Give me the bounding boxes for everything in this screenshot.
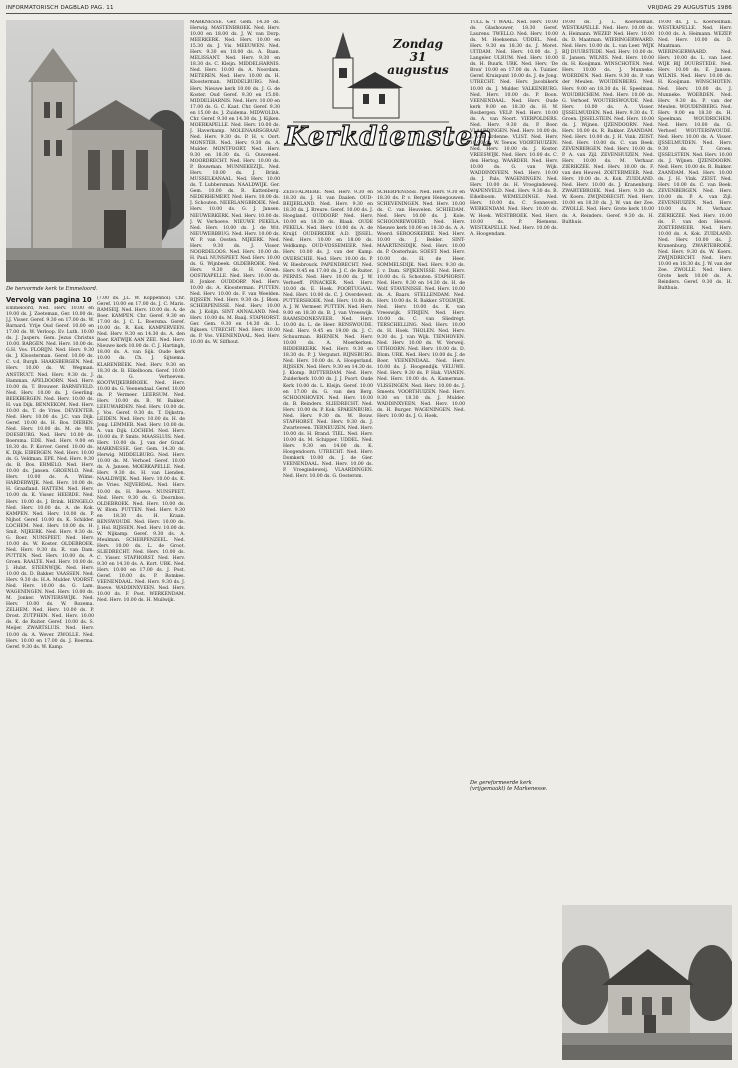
title-block (283, 28, 493, 188)
column-5: SCHERPENISSE. Ned. Herv. 9.30 en 18.30 ds. P. v. Bergen Henegouwen. SCHEVENINGEN. Ned. Herv. 10.00 ds. C. van Heuvelen. SCHIEDAM. Ned. Herv. 10.00 ds. J. Kole. SCHOONREWOERD. Ned. Herv. Nieuwe kerk 10.00 en 18.30 ds. A. A. Woerd. SEROOSKERKE. Ned. Herv. 10.00 ds. J. Belder. SINT-MAARTENSDIJK. Ned. Herv. 10.00 ds. P. Oosterhuis. SOEST. Ned. Herv. 10.00 ds. H. de Heer. SOMMELSDIJK. Ned. Herv. 9.30 ds. J. v. Dam. SPIJKENISSE. Ned. Herv. 10.00 ds. G. Schouten. STAPHORST. Ned. Herv. 9.30 en 14.30 ds. H. de Wolf. STAVENISSE. Ned. Herv. 10.00 ds. A. Baars. STELLENDAM. Ned. Herv. 10.00 ds. R. Bakker. STOLWIJK. Ned. Herv. 10.00 ds. K. van Vreeswijk. STRIJEN. Ned. Herv. 10.00 ds. C. van Sliedregt. TERSCHELLING. Ned. Herv. 10.00 ds. H. Hoek. THOLEN. Ned. Herv. 9.30 ds. J. van Wijk. TIENHOVEN. Ned. Herv. 10.00 ds. W. Verweij. UITHOORN. Ned. Herv. 10.00 ds. D. Blom. URK. Ned. Herv. 10.00 ds. J. de Boer. VEENENDAAL. Ned. Herv. 10.00 ds. J. Hoogendijk. VELUWE. Ned. Herv. 9.30 ds. P. Hak. VIANEN. Ned. Herv. 10.00 ds. A. Kamerman. VLISSINGEN. Ned. Herv. 10.00 ds. J. Smeets. VOORTHUIZEN. Ned. Herv. 9.30 en 18.30 ds. J. Mulder. WADDINXVEEN. Ned. Herv. 10.00 ds. H. Burger. WAGENINGEN. Ned. Herv. 10.00 ds. J. G. Hoek. (377, 190, 465, 419)
column-1: Emmeloord, Ned. Herv. 10.00 en 19.00 ds. J. Zoeteman, Ger. 10.00 ds. J.J. Visser. Geref. 9.30 en 17.00 ds. W. Barnard. Vrije Oud Geref. 10.00 en 17.00 ds. W. Verloop. Ev. Luth. 10.00 ds. J. Jaspers. Gem. Jezus Christus 10.00. BARGEN. Ned. Herv. 10.00 ds. G.H. Vos. FLORIJN. Ned. Herv. 9.30 ds. J. Kloosterman. Geref. 10.00 ds. C. v.d. Burgh. HAAKSBERGEN. Ned. Herv. 10.00 ds. W. Wegman. ANSTRUCT. Ned. Herv. 9.30 ds. J. Hamman. APELDOORN. Ned. Herv. 10.00 ds. T. Brouwer. BARNEVELD. Ned. Herv. 10.00 ds. J. Geerling. BEEKBERGEN. Ned. Herv. 10.00 ds. H. van Dijk. BENNEKOM. Ned. Herv. 10.00 ds. T. de Vries. DEVENTER. Ned. Herv. 10.00 ds. J.C. van Dijk. Geref. 10.00 ds. H. Bos. DIEREN. Ned. Herv. 10.00 ds. M. de Wit. DOESBURG. Ned. Herv. 10.00 ds. Boersma. EDE. Ned. Herv. 9.00 en 18.30 ds. P. Korver. Geref. 10.00 ds. K. Dijk. EIBERGEN. Ned. Herv. 10.00 ds. G. Veldman. EPE. Ned. Herv. 9.30 ds. B. Bos. ERMELO. Ned. Herv. 10.00 ds. Jansen. GROENLO. Ned. Herv. 10.00 ds. A. Wilms. HARDERWIJK. Ned. Herv. 10.00 ds. H. Graafland. HATTEM. Ned. Herv. 10.00 ds. K. Visser. HEERDE. Ned. Herv. 10.00 ds. J. Brink. HENGELO. Ned. Herv. 10.00 ds. A. de Kok. KAMPEN. Ned. Herv. 10.00 ds. P. Nijhof. Geref. 10.00 ds. K. Schilder. LOCHEM. Ned. Herv. 10.00 ds. H. Smit. NIJKERK. Ned. Herv. 9.30 ds. G. Boer. NUNSPEET. Ned. Herv. 10.00 ds. W. Koster. OLDEBROEK. Ned. Herv. 9.30 ds. R. van Dam. PUTTEN. Ned. Herv. 10.00 ds. A. Groen. RAALTE. Ned. Herv. 10.00 ds. J. Hulst. STEENWIJK. Ned. Herv. 10.00 ds. D. Bakker. VAASSEN. Ned. Herv. 9.30 ds. H.A. Mulder. VOORST. Ned. Herv. 10.00 ds. G. Lam. WAGENINGEN. Ned. Herv. 10.00 ds. M. Jonker. WINTERSWIJK. Ned. Herv. 10.00 ds. W. Rozema. ZELHEM. Ned. Herv. 10.00 ds. P. Drost. ZUTPHEN. Ned. Herv. 10.00 ds. K. de Ruiter. Geref. 10.00 ds. S. Meijer. ZWARTSLUIS. Ned. Herv. 10.00 ds. A. Wever. ZWOLLE. Ned. Herv. 10.00 en 17.00 ds. J. Boerma. Geref. 9.30 ds. W. Kamp. (6, 306, 94, 650)
photo1-caption: De hervormde kerk te Emmeloord. (6, 286, 98, 292)
title-zondag: Zondag (392, 37, 444, 51)
title-date: 31 augustus (387, 50, 449, 77)
column-6: TULL & 'T WAAL. Ned. Herv. 10.00 ds. Glashouwer, 18.30 Geref. Laurens. TWELLO. Ned. Herv. 10.00 ds. M. Hoeksema. UDDEL. Ned. Herv. 9.30 en 18.30 ds. J. Moret. UITDAM. Ned. Herv. 10.00 ds. J. Langeler. ULRUM. Ned. Herv. 10.00 ds. H. Buurk. URK. Ned. Herv. 'De Bron' 10.00 en 17.00 ds. A. Tuinier. Geref. Kruispunt 10.00 ds. J. de Jong. UTRECHT. Ned. Herv. Jacobikerk 10.00 ds. J. Mulder. VALKENBURG. Ned. Herv. 10.00 ds. P. Boon. VEENENDAAL. Ned. Herv. Oude kerk 9.00 en 18.30 ds. H. W. Rosbergen. VELP. Ned. Herv. 10.00 ds. A. van Noort. VIERPOLDERS. Ned. Herv. 9.30 ds. P. Boer. VLAARDINGEN. Ned. Herv. 10.00 ds. J. van Ardenne. VLIST. Ned. Herv. 10.00 ds. W. Teeuw. VOORTHUIZEN. Ned. Herv. 10.00 ds. J. Koster. VREESWIJK. Ned. Herv. 10.00 ds. C. den Hertog. WAARDER. Ned. Herv. 10.00 ds. G. van Wijk. WADDINXVEEN. Ned. Herv. 10.00 ds. J. Pals. WAGENINGEN. Ned. Herv. 10.00 ds. H. Vroegindeweij. WAPENVELD. Ned. Herv. 9.30 ds. B. Eikelboom. WEMELDINGE. Ned. Herv. 10.00 ds. C. Sonnevelt. WERKENDAM. Ned. Herv. 10.00 ds. W. Hoek. WESTBROEK. Ned. Herv. 10.00 ds. P. Riemens. WESTKAPELLE. Ned. Herv. 10.00 ds. A. Hoogendam. (470, 20, 558, 237)
masthead (6, 3, 732, 14)
column-4: ZEIST-ALMERE. Ned. Herv. 9.30 en 18.30 ds. J. H. van Daalen. OUD-BEIJERLAND. Ned. Herv. 9.30 en 18.30 ds. J. Breure. Geref. 10.00 ds. J. Hoogland. OUDDORP. Ned. Herv. 10.00 en 18.30 ds. Blaak. OUDE PEKELA. Ned. Herv. 10.00 ds. A. de Kruijf. OUDERKERK A.D. IJSSEL. Ned. Herv. 10.00 en 18.00 ds. Veldkamp. OUD-VOSSEMEER. Ned. Herv. 10.00 ds. J. van der Kamp. OVERSCHIE. Ned. Herv. 10.00 ds. P. W. Biesbrouck. PAPENDRECHT. Ned. Herv. 9.45 en 17.00 ds. J. C. de Ruiter. PERNIS. Ned. Herv. 10.00 ds. J. W. Verhoeff. PINACKER. Ned. Herv. 10.00 ds. E. Hoek. POORTUGAAL. Ned. Herv. 10.00 ds. C. J. Overdevest. PUTTERSHOEK. Ned. Herv. 10.00 ds. A. J. W. Vermeer. PUTTEN. Ned. Herv. 9.00 en 18.30 ds. B. J. van Vreeswijk. RAAMSDONKSVEER. Ned. Herv. 10.00 ds. L. de Heer. RENSWOUDE. Ned. Herv. 9.45 en 19.00 ds. J. C. Schuurman. RHENEN. Ned. Herv. 10.00 ds. A. Moerkerken. RIDDERKERK. Ned. Herv. 9.30 en 18.30 ds. P. J. Vergunst. RIJNSBURG. Ned. Herv. 10.00 ds. A. Hoogerland. RIJSSEN. Ned. Herv. 9.30 en 14.30 ds. J. Klomp. ROTTERDAM. Ned. Herv. Zuiderkerk 10.00 ds. J. J. Poort. Oude Kerk 10.00 ds. L. Kleijn. Geref. 10.00 en 17.00 ds. G. van den Berg. SCHOONHOVEN. Ned. Herv. 10.00 ds. B. Reinders. SLIEDRECHT. Ned. Herv. 10.00 ds. P. Kok. SPAKENBURG. Ned. Herv. 9.30 ds. W. Bouw. STAPHORST. Ned. Herv. 9.30 ds. J. Zwarteveen. TERNEUZEN. Ned. Herv. 10.00 ds. H. Brand. TIEL. Ned. Herv. 10.00 ds. M. Schipper. UDDEL. Ned. Herv. 9.30 en 14.00 ds. K. Hoogendoorn. UTRECHT. Ned. Herv. Domkerk 10.00 ds. J. de Gier. VEENENDAAL. Ned. Herv. 10.00 ds. P. Vroegindeweij. VLAARDINGEN. Ned. Herv. 10.00 ds. G. Oosterom. (283, 190, 373, 480)
masthead-left: INFORMATORISCH DAGBLAD PAG. 11 (6, 5, 114, 11)
church-photo-emmeloord (6, 20, 184, 282)
photo2-caption: De gereformeerde kerk (vrijgemaakt) te Markenesse. (470, 780, 548, 792)
continued-heading: Vervolg van pagina 10 (6, 296, 92, 304)
column-7: 19.00 ds. J. L. Koerselman. WESTKAPELLE. Ned. Herv. 10.00 ds. A. Heimann. WEZEP. Ned. Herv. 10.00 ds. D. Maatman. WIERINGERWAARD. Ned. Herv. 10.00 ds. L. van Leer. WIJK BIJ DUURSTEDE. Ned. Herv. 10.00 ds. E. Jansen. WILNIS. Ned. Herv. 10.00 ds. H. Kooijman. WINSCHOTEN. Ned. Herv. 10.00 ds. J. Munneke. WOERDEN. Ned. Herv. 9.30 ds. P. van der Meulen. WOUDENBERG. Ned. Herv. 9.00 en 18.30 ds. H. Speelman. WOUDRICHEM. Ned. Herv. 10.00 ds. G. Verhoef. WOUTERSWOUDE. Ned. Herv. 10.00 ds. A. Visser. IJSSELMUIDEN. Ned. Herv. 9.30 ds. T. Groen. IJSSELSTEIN. Ned. Herv. 10.00 ds. J. Wijnen. IJZENDOORN. Ned. Herv. 10.00 ds. R. Bakker. ZAANDAM. Ned. Herv. 10.00 ds. J. H. Vink. ZEIST. Ned. Herv. 10.00 ds. C. van Beek. ZEVENBERGEN. Ned. Herv. 10.00 ds. P. A. van Zijl. ZEVENHUIZEN. Ned. Herv. 10.00 ds. M. Verhaar. ZIERIKZEE. Ned. Herv. 10.00 ds. F. van den Heuvel. ZOETERMEER. Ned. Herv. 10.00 ds. A. Kok. ZUIDLAND. Ned. Herv. 10.00 ds. J. Kranenburg. ZWARTEBROEK. Ned. Herv. 9.30 ds. W. Koers. ZWIJNDRECHT. Ned. Herv. 10.00 en 18.30 ds. J. W. van der Zee. ZWOLLE. Ned. Herv. Grote kerk 10.00 ds. A. Reinders. Geref. 9.30 ds. H. Bulthuis. (562, 20, 654, 225)
column-3: MARKNESSE. Ger. Gem. 14.30 ds. Herwig. MASTENBROEK. Ned. Herv. 10.00 en 18.00 ds. J. W. van Dorp. MEERKERK. Ned. Herv. 10.00 en 15.30 ds. J. Vis. MEEUWEN. Ned. Herv. 9.30 en 18.00 ds. A. Baan. MELISSANT. Ned. Herv. 9.30 en 18.30 ds. C. Kleijn. MIDDELHARNIS. Ned. Herv. 10.00 ds. A. Noordam. METEREN. Ned. Herv. 10.00 ds. H. Kloosterman. MIDDELBURG. Ned. Herv. Nieuwe kerk 10.00 ds. J. G. de Koster. Oud Geref. 9.30 en 15.00. MIDDELHARNIS. Ned. Herv. 10.00 en 17.00 ds. G. C. Kaat. Chr. Geref. 9.30 en 15.00 ds. J. Zuidema. MIDWOLDA. Chr. Geref. 9.30 en 14.30 ds. J. Kijken. MOERKAPELLE. Ned. Herv. 10.00 ds. J. Haverkamp. MOLENAARSGRAAF. Ned. Herv. 9.30 ds. P. H. v. Oort. MONSTER. Ned. Herv. 9.30 ds. A. Mulder. MONTFOORT. Ned. Herv. 9.30 en 18.30 ds. G. Ouweneel. MOORDRECHT. Ned. Herv. 10.00 ds. P. Bouwman. MUNNEKEZIJL. Ned. Herv. 10.00 ds. J. Brink. MUSSELKANAAL. Ned. Herv. 10.00 ds. T. Lubbersman. NAALDWIJK. Ger. Gem. 10.00 ds. R. Kattenberg. NEDERHEMERT. Ned. Herv. 10.00 ds. J. Schouten. NEERLANGBROEK. Ned. Herv. 10.00 ds. G. J. Jansen. NIEUWERKERK. Ned. Herv. 10.00 ds. J. W. Verhoeve. NIEUWE PEKELA. Ned. Herv. 10.00 ds. J. de Wit. NIEUWERBRUG. Ned. Herv. 10.00 ds. W. P. van Oosten. NIJKERK. Ned. Herv. 9.30 ds. J. Visser. NOORDELOOS. Ned. Herv. 10.00 ds. H. Paul. NUNSPEET. Ned. Herv. 10.00 ds. G. Wijnbeek. OLDEBROEK. Ned. Herv. 9.30 ds. H. Groen. OOSTKAPELLE. Ned. Herv. 10.00 ds. B. Jonker. OUDDORP. Ned. Herv. 10.00 ds. A. Kloosterman. PUTTEN. Ned. Herv. 10.00 ds. F. van Weelden. RIJSSEN. Ned. Herv. 9.30 ds. J. Blom. SCHERPENISSE. Ned. Herv. 10.00 ds. J. Kolijn. SINT ANNALAND. Ned. Herv. 10.00 ds. M. Baaij. STAPHORST. Ger. Gem. 9.30 en 14.30 ds. L. Rijksen. UTRECHT. Ned. Herv. 10.00 ds. P. Vos. VEENENDAAL. Ned. Herv. 10.00 ds. W. Silfhout. (190, 20, 280, 346)
column-8: 19.00 ds. J. L. Koerselman. WESTKAPELLE. Ned. Herv. 10.00 ds. A. Heimann. WEZEP. Ned. Herv. 10.00 ds. D. Maatman. WIERINGERWAARD. Ned. Herv. 10.00 ds. L. van Leer. WIJK BIJ DUURSTEDE. Ned. Herv. 10.00 ds. E. Jansen. WILNIS. Ned. Herv. 10.00 ds. H. Kooijman. WINSCHOTEN. Ned. Herv. 10.00 ds. J. Munneke. WOERDEN. Ned. Herv. 9.30 ds. P. van der Meulen. WOUDENBERG. Ned. Herv. 9.00 en 18.30 ds. H. Speelman. WOUDRICHEM. Ned. Herv. 10.00 ds. G. Verhoef. WOUTERSWOUDE. Ned. Herv. 10.00 ds. A. Visser. IJSSELMUIDEN. Ned. Herv. 9.30 ds. T. Groen. IJSSELSTEIN. Ned. Herv. 10.00 ds. J. Wijnen. IJZENDOORN. Ned. Herv. 10.00 ds. R. Bakker. ZAANDAM. Ned. Herv. 10.00 ds. J. H. Vink. ZEIST. Ned. Herv. 10.00 ds. C. van Beek. ZEVENBERGEN. Ned. Herv. 10.00 ds. P. A. van Zijl. ZEVENHUIZEN. Ned. Herv. 10.00 ds. M. Verhaar. ZIERIKZEE. Ned. Herv. 10.00 ds. F. van den Heuvel. ZOETERMEER. Ned. Herv. 10.00 ds. A. Kok. ZUIDLAND. Ned. Herv. 10.00 ds. J. Kranenburg. ZWARTEBROEK. Ned. Herv. 9.30 ds. W. Koers. ZWIJNDRECHT. Ned. Herv. 10.00 en 18.30 ds. J. W. van der Zee. ZWOLLE. Ned. Herv. Grote kerk 10.00 ds. A. Reinders. Geref. 9.30 ds. H. Bulthuis. (658, 20, 732, 292)
column-2: (7.00 ds. J.L. W. Koppenhol). Chr. Geref. 10.00 en 17.00 ds. J. C. Maris. RAMSEIJ. Ned. Herv. 10.00 ds. A. de Boer. KAMPEN. Chr. Geref. 9.30 en 17.00 ds. J. C. L. Boersma. Geref. 10.00 ds. R. Kok. KAMPERVEEN. Ned. Herv. 9.30 en 14.30 ds. A. den Boer. KATWIJK AAN ZEE. Ned. Herv. Nieuwe kerk 10.00 ds. C. J. Hartingh, 18.00 ds. A. van Sijk. Oude kerk 10.00 ds. Ch. J. Sijtsema. KLARENBEEK. Ned. Herv. 9.30 en 18.30 ds. B. Eikelboom. Geref. 10.00 ds. G. Verhoeven. KOOTWIJKERBROEK. Ned. Herv. 10.00 ds. G. Veenendaal. Geref. 10.00 ds. P. Vermeer. LEERSUM. Ned. Herv. 10.00 ds. B. W. Bakker. LEEUWARDEN. Ned. Herv. 10.00 ds. J. Vos. Geref. 9.30 ds. T. Dijkstra. LEIDEN. Ned. Herv. 10.00 ds. H. de Jong. LEMMER. Ned. Herv. 10.00 ds. A. van Dijk. LOCHEM. Ned. Herv. 10.00 ds. P. Smits. MAASSLUIS. Ned. Herv. 10.00 ds. J. van der Graaf. MARKNESSE. Ger. Gem. 14.30 ds. Herwig. MIDDELBURG. Ned. Herv. 10.00 ds. M. Verhoef. Geref. 10.00 ds. A. Jansen. MOERKAPELLE. Ned. Herv. 9.30 ds. H. van Lienden. NAALDWIJK. Ned. Herv. 10.00 ds. K. de Vries. NIJVERDAL. Ned. Herv. 10.00 ds. H. Boeve. NUNSPEET. Ned. Herv. 9.30 ds. G. Doornbos. OLDEBROEK. Ned. Herv. 10.00 ds. W. Blom. PUTTEN. Ned. Herv. 9.30 en 18.30 ds. H. Kraan. RENSWOUDE. Ned. Herv. 10.00 ds. J. Hol. RIJSSEN. Ned. Herv. 10.00 ds. W. Nijkamp. Geref. 9.30 ds. A. Meulman. SCHERPENZEEL. Ned. Herv. 10.00 ds. L. de Groot. SLIEDRECHT. Ned. Herv. 10.00 ds. C. Visser. STAPHORST. Ned. Herv. 9.30 en 14.30 ds. A. Kort. URK. Ned. Herv. 10.00 en 17.00 ds. J. Post. Geref. 10.00 ds. P. Romkes. VEENENDAAL. Ned. Herv. 9.30 ds. J. Boeve. WADDINXVEEN. Ned. Herv. 10.00 ds. F. Post. WERKENDAM. Ned. Herv. 10.00 ds. H. Muilwijk. (97, 296, 185, 604)
church-photo-marknesse (562, 905, 732, 1060)
title-day (379, 38, 457, 77)
masthead-right: VRIJDAG 29 AUGUSTUS 1986 (647, 5, 732, 11)
title-kerkdiensten: Kerkdiensten (285, 122, 493, 152)
